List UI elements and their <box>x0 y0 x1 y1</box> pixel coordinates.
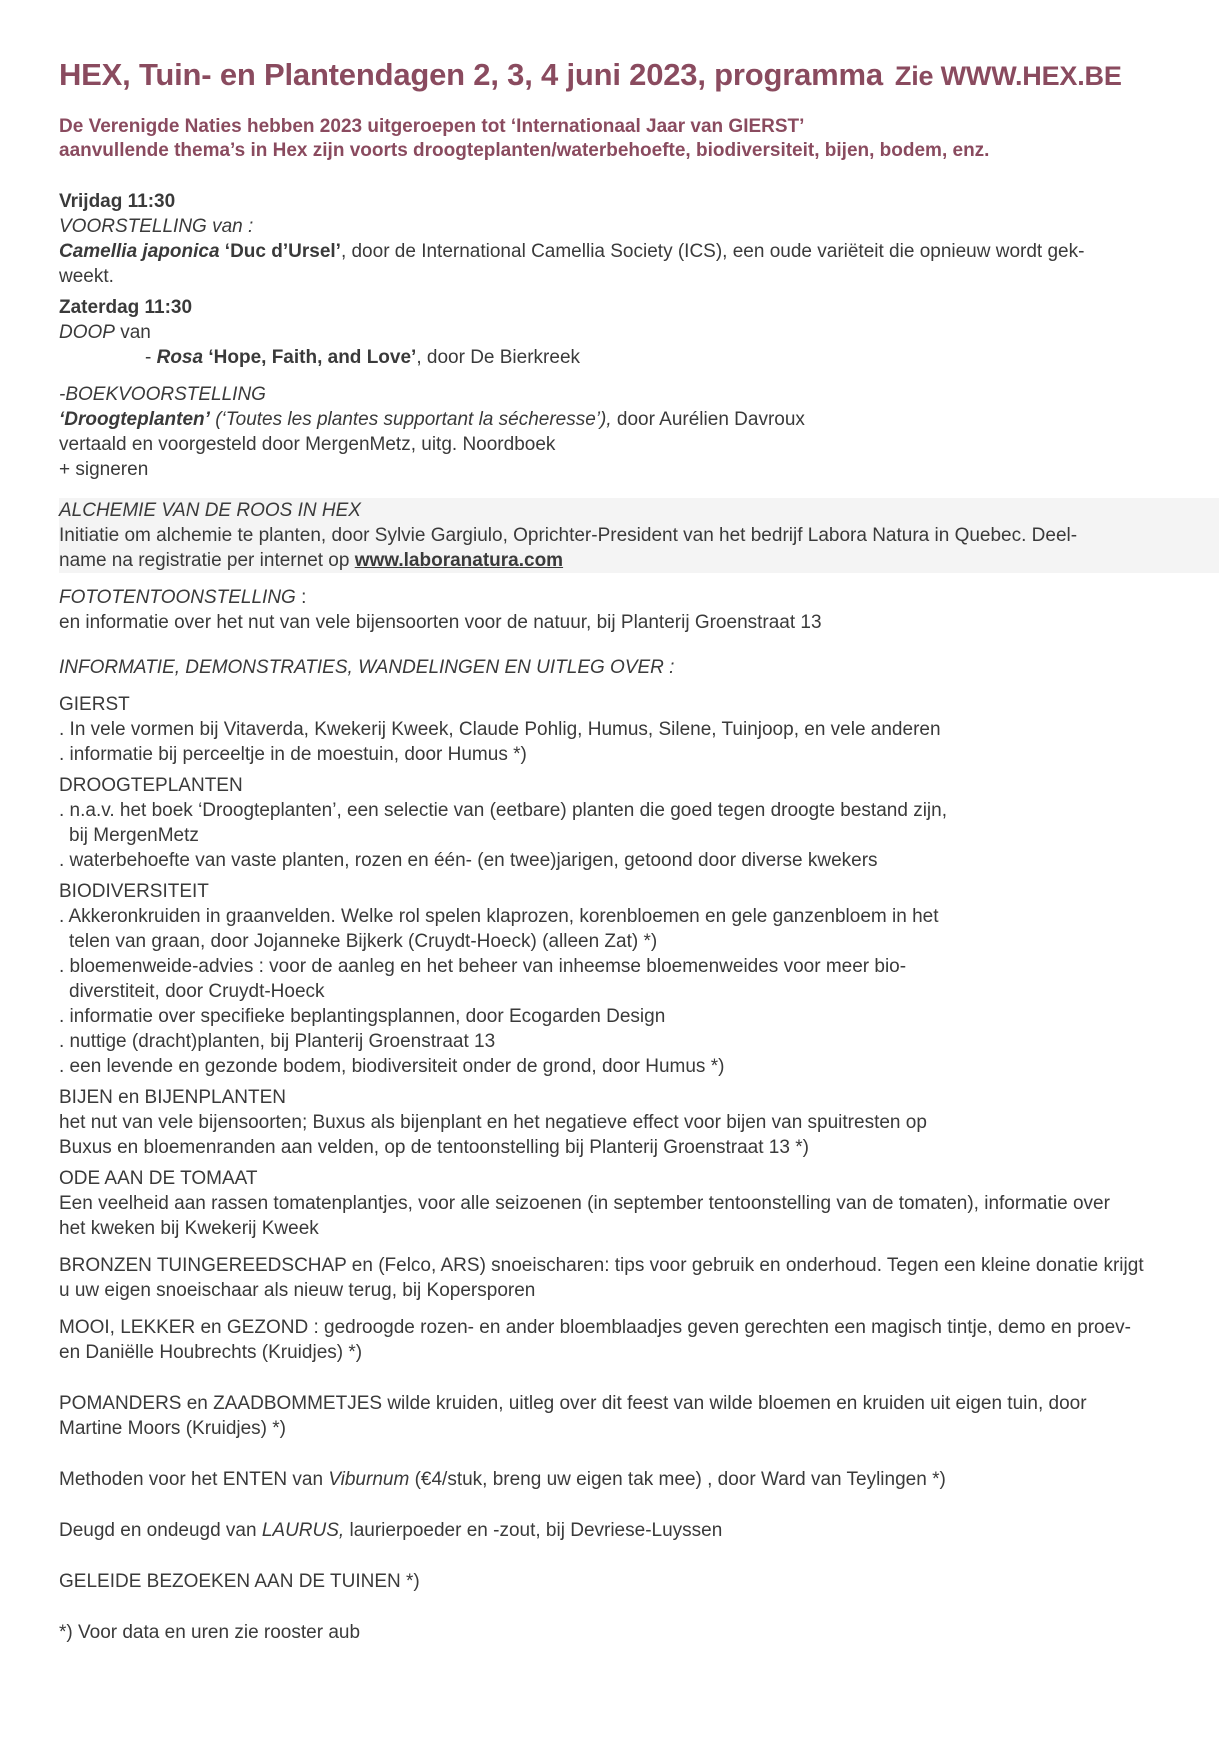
alchemy-line: Initiatie om alchemie te planten, door Sylvie Gargiulo, Oprichter-President van het bedrijf Labora Natura in Quebec. Deel- <box>59 525 1078 546</box>
list-item: . informatie bij perceeltje in de moestuin, door Humus *) <box>59 744 527 765</box>
photo-label: FOTOTENTOONSTELLING <box>59 587 296 608</box>
page-title <box>59 52 1219 99</box>
friday-section <box>59 189 1219 289</box>
list-item: Buxus en bloemenranden aan velden, op de tentoonstelling bij Planterij Groenstraat 13 *) <box>59 1137 809 1158</box>
laboranatura-link[interactable]: www.laboranatura.com <box>354 550 564 571</box>
enten-post: (€4/stuk, breng uw eigen tak mee) , door Ward van Teylingen *) <box>409 1469 946 1490</box>
list-item: het kweken bij Kwekerij Kweek <box>59 1218 319 1239</box>
list-item: bij MergenMetz <box>69 825 199 846</box>
rosa-breeder: , door De Bierkreek <box>416 347 581 368</box>
book-section <box>59 382 1219 482</box>
intro-line: aanvullende thema’s in Hex zijn voorts droogteplanten/waterbehoefte, biodiversiteit, bijen, bodem, enz. <box>59 140 990 161</box>
rosa-cultivar: ‘Hope, Faith, and Love’ <box>203 347 417 368</box>
gierst-section <box>59 692 1219 767</box>
pomanders-section <box>59 1391 1219 1441</box>
program-page <box>59 52 1219 1645</box>
saturday-section <box>59 295 1219 370</box>
book-subtitle: (‘Toutes les plantes supportant la sécheresse’), <box>209 409 612 430</box>
camellia-cultivar: ‘Duc d’Ursel’ <box>219 241 341 262</box>
enten-pre: Methoden voor het ENTEN van <box>59 1469 329 1490</box>
camellia-species: Camellia japonica <box>59 241 220 262</box>
tomaat-heading: ODE AAN DE TOMAAT <box>59 1168 258 1189</box>
enten-section <box>59 1467 1219 1492</box>
list-item: . nuttige (dracht)planten, bij Planterij Groenstraat 13 <box>59 1031 496 1052</box>
tomaat-section <box>59 1166 1219 1241</box>
list-item: het nut van vele bijensoorten; Buxus als bijenplant en het negatieve effect voor bijen van spuitresten op <box>59 1112 927 1133</box>
photo-line: en informatie over het nut van vele bijensoorten voor de natuur, bij Planterij Groenstraat 13 <box>59 612 822 633</box>
bio-heading: BIODIVERSITEIT <box>59 881 209 902</box>
laurus: LAURUS, <box>261 1520 345 1541</box>
intro <box>59 115 1219 163</box>
geleide-section: GELEIDE BEZOEKEN AAN DE TUINEN *) <box>59 1571 420 1592</box>
website-link[interactable]: Zie WWW.HEX.BE <box>894 61 1122 91</box>
intro-line: De Verenigde Naties hebben 2023 uitgeroepen tot ‘Internationaal Jaar van GIERST’ <box>59 116 805 137</box>
footnote: *) Voor data en uren zie rooster aub <box>59 1622 361 1643</box>
list-item: . In vele vormen bij Vitaverda, Kwekerij Kweek, Claude Pohlig, Humus, Silene, Tuinjoop, en vele anderen <box>59 719 941 740</box>
friday-desc: , door de International Camellia Society (ICS), een oude variëteit die opnieuw wordt gek- <box>340 241 1085 262</box>
friday-label: VOORSTELLING van : <box>59 216 254 237</box>
bijen-section <box>59 1085 1219 1160</box>
rosa-genus: Rosa <box>156 347 204 368</box>
list-item: . n.a.v. het boek ‘Droogteplanten’, een selectie van (eetbare) planten die goed tegen droogte bestand zijn, <box>59 800 947 821</box>
book-label: -BOEKVOORSTELLING <box>59 384 266 405</box>
list-item: MOOI, LEKKER en GEZOND : gedroogde rozen- en ander bloemblaadjes geven gerechten een magisch tintje, demo en proev- <box>59 1317 1131 1338</box>
doop-label-rest: van <box>114 322 151 343</box>
doop-dash: - <box>145 347 157 368</box>
list-item: . een levende en gezonde bodem, biodiversiteit onder de grond, door Humus *) <box>59 1056 725 1077</box>
list-item: en Daniëlle Houbrechts (Kruidjes) *) <box>59 1342 363 1363</box>
gierst-heading: GIERST <box>59 694 130 715</box>
photo-label-suffix: : <box>295 587 307 608</box>
alchemy-line: name na registratie per internet op <box>59 550 355 571</box>
list-item: . informatie over specifieke beplantingsplannen, door Ecogarden Design <box>59 1006 666 1027</box>
book-translation: vertaald en voorgesteld door MergenMetz, uitg. Noordboek <box>59 434 556 455</box>
droogte-heading: DROOGTEPLANTEN <box>59 775 243 796</box>
mooi-section <box>59 1315 1219 1365</box>
list-item: Een veelheid aan rassen tomatenplantjes, voor alle seizoenen (in september tentoonstelling van de tomaten), informatie over <box>59 1193 1110 1214</box>
list-item: . Akkeronkruiden in graanvelden. Welke rol spelen klaprozen, korenbloemen en gele ganzenbloem in het <box>59 906 939 927</box>
friday-desc-cont: weekt. <box>59 266 114 287</box>
list-item: POMANDERS en ZAADBOMMETJES wilde kruiden, uitleg over dit feest van wilde bloemen en kruiden uit eigen tuin, door <box>59 1393 1087 1414</box>
book-title: ‘Droogteplanten’ <box>59 409 210 430</box>
bronzen-section <box>59 1253 1219 1303</box>
list-item: BRONZEN TUINGEREEDSCHAP en (Felco, ARS) snoeischaren: tips voor gebruik en onderhoud. Tegen een kleine donatie krijgt <box>59 1255 1144 1276</box>
list-item: diverstiteit, door Cruydt-Hoeck <box>69 981 325 1002</box>
book-author: door Aurélien Davroux <box>611 409 805 430</box>
friday-time: Vrijdag 11:30 <box>59 191 176 212</box>
laurus-post: laurierpoeder en -zout, bij Devriese-Luyssen <box>344 1520 723 1541</box>
photo-section <box>59 585 1219 635</box>
laurus-pre: Deugd en ondeugd van <box>59 1520 262 1541</box>
alchemy-section <box>59 498 1219 573</box>
list-item: . bloemenweide-advies : voor de aanleg en het beheer van inheemse bloemenweides voor meer bio- <box>59 956 907 977</box>
info-heading: INFORMATIE, DEMONSTRATIES, WANDELINGEN EN UITLEG OVER : <box>59 657 675 678</box>
saturday-time: Zaterdag 11:30 <box>59 297 193 318</box>
list-item: . waterbehoefte van vaste planten, rozen en één- (en twee)jarigen, getoond door diverse kwekers <box>59 850 878 871</box>
droogte-section <box>59 773 1219 873</box>
alchemy-label: ALCHEMIE VAN DE ROOS IN HEX <box>59 500 361 521</box>
laurus-section <box>59 1518 1219 1543</box>
doop-label: DOOP <box>59 322 115 343</box>
bijen-heading: BIJEN en BIJENPLANTEN <box>59 1087 287 1108</box>
viburnum: Viburnum <box>328 1469 410 1490</box>
list-item: Martine Moors (Kruidjes) *) <box>59 1418 286 1439</box>
list-item: u uw eigen snoeischaar als nieuw terug, bij Kopersporen <box>59 1280 536 1301</box>
bio-section <box>59 879 1219 1079</box>
title-text: HEX, Tuin- en Plantendagen 2, 3, 4 juni 2023, programma <box>59 57 883 92</box>
list-item: telen van graan, door Jojanneke Bijkerk (Cruydt-Hoeck) (alleen Zat) *) <box>69 931 658 952</box>
book-signing: + signeren <box>59 459 149 480</box>
